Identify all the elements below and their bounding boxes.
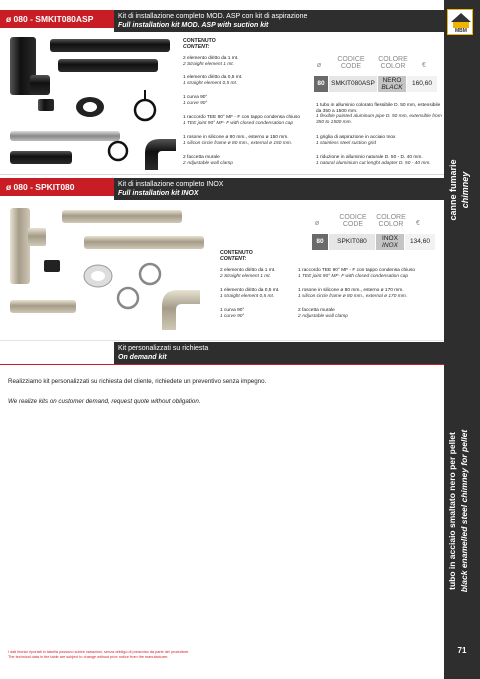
kit-inox-title-bar (114, 178, 444, 200)
kit-asp-row-price: 160,60 (407, 76, 437, 92)
kit-inox-row-color: INOX INOX (376, 234, 404, 250)
kit-inox-row-code: SPKIT080 (329, 234, 375, 250)
logo-roof-icon (451, 13, 471, 22)
kit-asp-title-en: Full installation kit MOD. ASP with suction kit (118, 22, 269, 29)
kit-inox-contents (220, 250, 350, 262)
kit-inox-contents-header-en: CONTENT: (220, 256, 247, 262)
kit-asp-item-4: 1 rosone in silicone ø 80 mm., esterno ø 150 mm. 1 silicon circle frame ø 80 mm., external ø 150 mm. (183, 135, 293, 146)
kit-asp-row-color: NERO BLACK (378, 76, 406, 92)
kit-inox-item-right-2: 2 faccetta murale 2 Adjustable wall clamp (298, 308, 348, 319)
kit-asp-code-tab: ø 080 - SMKIT080ASP (0, 10, 114, 28)
kit-asp-item-0: 2 elemento diritto da 1 mt. 2 Straight element 1 mt. (183, 56, 239, 67)
kit-inox-title-it: Kit di installazione completo INOX (118, 181, 224, 188)
kit-asp-diam-header: ø (316, 62, 322, 69)
kit-inox-code-header: CODICE CODE (339, 214, 367, 228)
kit-inox-title-en: Full installation kit INOX (118, 190, 199, 197)
kit-inox-price-header: € (416, 220, 420, 227)
kit-asp-item-2: 1 curva 90° 1 curve 90° (183, 95, 208, 106)
kit-inox-item-1: 1 elemento diritto da 0,5 mt. 1 straight element 0,5 mt. (220, 288, 280, 299)
kit-inox-color-header: COLORE COLOR (376, 214, 406, 228)
kit-inox-code-tab: ø 080 - SPKIT080 (0, 178, 114, 196)
kit-asp-price-header: € (422, 62, 426, 69)
kit-inox-item-right-1: 1 rosone in silicone ø 80 mm., esterno ø 170 mm. 1 silicon circle frame ø 80 mm., external ø 170 mm. (298, 288, 408, 299)
kit-asp-row-diameter: 80 (314, 76, 328, 92)
kit-asp-item-right-1: 1 griglia di aspirazione in acciaio Inox 1 stainless steel suction grid (316, 135, 396, 146)
product-title-it: tubo in acciaio smaltato nero per pellet (447, 432, 457, 590)
kit-asp-contents-header-en: CONTENT: (183, 44, 210, 50)
kit-inox-contents-header-it: CONTENUTO (220, 250, 253, 256)
footer-disclaimer (8, 650, 428, 660)
kit-inox-row-price: 134,60 (405, 234, 435, 250)
section-divider (0, 340, 444, 341)
kit-asp-code-header: CODICE CODE (337, 56, 365, 70)
kit-inox-diam-header: ø (314, 220, 320, 227)
kit-inox-item-right-0: 1 raccordo TEE 90° MF - F con tappo condensa chiuso 1 TEE joint 90° MF- F with closed condensation cap (298, 268, 416, 279)
kit-asp-item-1: 1 elemento diritto da 0,5 mt. 1 straight element 0,5 mt. (183, 75, 243, 86)
kit-asp-contents (183, 38, 313, 50)
kit-asp-row-code: SMKIT080ASP (329, 76, 377, 92)
kit-inox-product-image (0, 206, 210, 336)
kit-inox-row-diameter: 80 (312, 234, 328, 250)
kit-asp-title-it: Kit di installazione completo MOD. ASP con kit di aspirazione (118, 13, 308, 20)
logo-text: MBM (455, 28, 467, 34)
section-title-it: canne fumarie (448, 159, 458, 221)
kit-asp-item-right-2: 1 riduzione in alluminio naturale D. 50 - D. 40 mm. 1 natural aluminium cut lenght adapter D. 50 - 40 mm. (316, 155, 431, 166)
kit-asp-title-bar (114, 10, 444, 32)
section-divider (0, 174, 444, 175)
kit-asp-item-right-0: 1 tubo in alluminio colorato flessibile D. 50 mm, estensibile da 350 a 1500 mm. 1 flexible painted aluminum pipe D. 50 mm, extensible from 350 to 1500 mm. (316, 103, 442, 125)
red-rule (0, 364, 444, 365)
brand-logo (447, 9, 473, 35)
kit-asp-contents-header-it: CONTENUTO (183, 38, 216, 44)
kit-asp-item-3: 1 raccordo TEE 90° MF - F con tappo condensa chiuso 1 TEE joint 90° MF- F with closed condensation cap (183, 115, 301, 126)
product-title-en: black enamelled steel chimney for pellet (459, 429, 469, 593)
page-number: 71 (457, 646, 467, 655)
custom-kit-text-en: We realize kits on customer demand, request quote without obligation. (8, 398, 201, 405)
kit-asp-product-image (0, 35, 180, 175)
footer-disclaimer-it: I dati tecnici riportati in tabella possono subire variazioni, senza obbligo di preavviso da parte del produttore. (8, 650, 190, 654)
custom-kit-title-bar (114, 342, 444, 364)
footer-disclaimer-en: The technical data in the table are subject to change without prior notice from the manufacturer. (8, 655, 169, 659)
kit-inox-item-0: 2 elemento diritto da 1 mt. 2 Straight element 1 mt. (220, 268, 276, 279)
custom-kit-title-en: On demand kit (118, 354, 167, 361)
kit-asp-color-header: COLORE COLOR (378, 56, 408, 70)
custom-kit-text-it: Realizziamo kit personalizzati su richiesta del cliente, richiedete un preventivo senza impegno. (8, 378, 267, 385)
custom-kit-title-it: Kit personalizzati su richiesta (118, 345, 209, 352)
section-title-en: chimney (460, 171, 470, 209)
kit-inox-item-2: 1 curva 90° 1 curve 90° (220, 308, 245, 319)
kit-asp-item-5: 2 faccetta murale 2 Adjustable wall clamp (183, 155, 233, 166)
